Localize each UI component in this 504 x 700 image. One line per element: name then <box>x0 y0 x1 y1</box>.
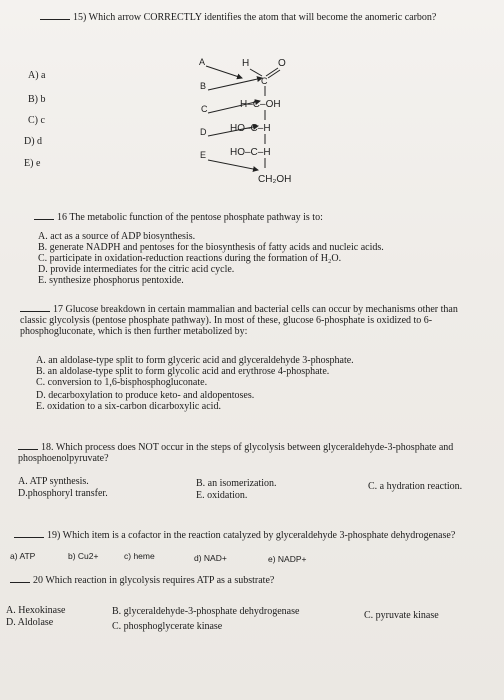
q19-choice-b: b) Cu2+ <box>68 551 99 561</box>
q19-choice-d: d) NAD+ <box>194 553 227 563</box>
arrow-label-b: B <box>200 81 207 91</box>
q15-choice-c: C) c <box>28 115 45 126</box>
q17-question-line-2: classic glycolysis (pentose phosphate pathway). In most of these, glucose 6-phosphate is oxidized to 6- <box>20 315 433 326</box>
answer-blank <box>20 311 50 312</box>
answer-blank <box>34 219 54 220</box>
q20-choice-d: D. Aldolase <box>6 617 54 628</box>
q17-choice-e: E. oxidation to a six-carbon dicarboxylic acid. <box>36 401 221 412</box>
q16-question: 16 The metabolic function of the pentose phosphate pathway is to: <box>57 212 323 223</box>
carbon-6-group: CH₂OH <box>258 174 292 185</box>
carbon-2-row: H–C–OH <box>240 99 281 110</box>
q18-choice-c: C. a hydration reaction. <box>368 481 463 492</box>
carbon-1: C <box>261 76 268 86</box>
q17-choice-b: B. an aldolase-type split to form glycolic acid and erythrose 4-phosphate. <box>36 366 330 377</box>
q19-question: 19) Which item is a cofactor in the reaction catalyzed by glyceraldehyde 3-phosphate dehydrogenase? <box>47 530 456 541</box>
q15-choice-a: A) a <box>28 70 46 81</box>
q16-question-line <box>34 212 323 224</box>
q16-choice-a: A. act as a source of ADP biosynthesis. <box>38 231 196 242</box>
q15-choice-b: B) b <box>28 94 46 105</box>
q16-choice-e: E. synthesize phosphorus pentoxide. <box>38 275 184 286</box>
aldehyde-h: H <box>242 58 250 69</box>
answer-blank <box>18 449 38 450</box>
arrow-label-c: C <box>201 104 208 114</box>
arrow-label-e: E <box>200 150 207 160</box>
answer-blank <box>10 582 30 583</box>
aldehyde-o: O <box>278 58 286 69</box>
q17-choice-d: D. decarboxylation to produce keto- and aldopentoses. <box>36 390 255 401</box>
q20-choice-c-2: C. phosphoglycerate kinase <box>112 621 223 632</box>
arrow-a <box>206 66 242 78</box>
q16-choice-d: D. provide intermediates for the citric acid cycle. <box>38 264 235 275</box>
q16-choice-c: C. participate in oxidation-reduction reactions during the formation of H₂O. <box>38 253 342 264</box>
q16-choice-b: B. generate NADPH and pentoses for the biosynthesis of fatty acids and nucleic acids. <box>38 242 384 253</box>
q15-choice-e: E) e <box>24 158 41 169</box>
q19-question-line <box>14 530 455 542</box>
carbon-4-row: HO–C–H <box>230 147 271 158</box>
arrow-e <box>208 160 258 170</box>
q20-choice-a: A. Hexokinase <box>6 605 66 616</box>
q19-choice-c: c) heme <box>124 551 155 561</box>
q18-choice-e: E. oxidation. <box>196 490 248 501</box>
q20-question-line <box>10 575 274 587</box>
q18-question-line-2: phosphoenolpyruvate? <box>18 453 109 464</box>
q18-choice-b: B. an isomerization. <box>196 478 277 489</box>
q19-choice-a: a) ATP <box>10 551 36 561</box>
q20-choice-c: C. pyruvate kinase <box>364 610 439 621</box>
arrow-label-d: D <box>200 127 207 137</box>
q15-choice-d: D) d <box>24 136 43 147</box>
arrow-b <box>208 78 262 90</box>
q17-question-text-1: 17 Glucose breakdown in certain mammalian and bacterial cells can occur by mechanisms other than <box>53 304 458 315</box>
q18-choice-a: A. ATP synthesis. <box>18 476 89 487</box>
q20-choice-b: B. glyceraldehyde-3-phosphate dehydrogenase <box>112 606 300 617</box>
q18-choice-d: D.phosphoryl transfer. <box>18 488 108 499</box>
q19-choice-e: e) NADP+ <box>268 554 307 564</box>
q18-question-text-1: 18. Which process does NOT occur in the steps of glycolysis between glyceraldehyde-3-phosphate and <box>41 442 454 453</box>
q17-choice-c: C. conversion to 1,6-bisphosphogluconate. <box>36 377 208 388</box>
q15-question-line <box>40 12 436 24</box>
q20-question: 20 Which reaction in glycolysis requires ATP as a substrate? <box>33 575 275 586</box>
answer-blank <box>40 19 70 20</box>
q17-choice-a: A. an aldolase-type split to form glyceric acid and glyceraldehyde 3-phosphate. <box>36 355 354 366</box>
arrow-label-a: A <box>199 57 206 67</box>
answer-blank <box>14 537 44 538</box>
carbon-3-row: HO–C–H <box>230 123 271 134</box>
glucose-fischer-projection <box>190 48 320 193</box>
q17-question-line-3: phosphogluconate, which is then further metabolized by: <box>20 326 248 337</box>
q15-question: 15) Which arrow CORRECTLY identifies the atom that will become the anomeric carbon? <box>73 12 437 23</box>
